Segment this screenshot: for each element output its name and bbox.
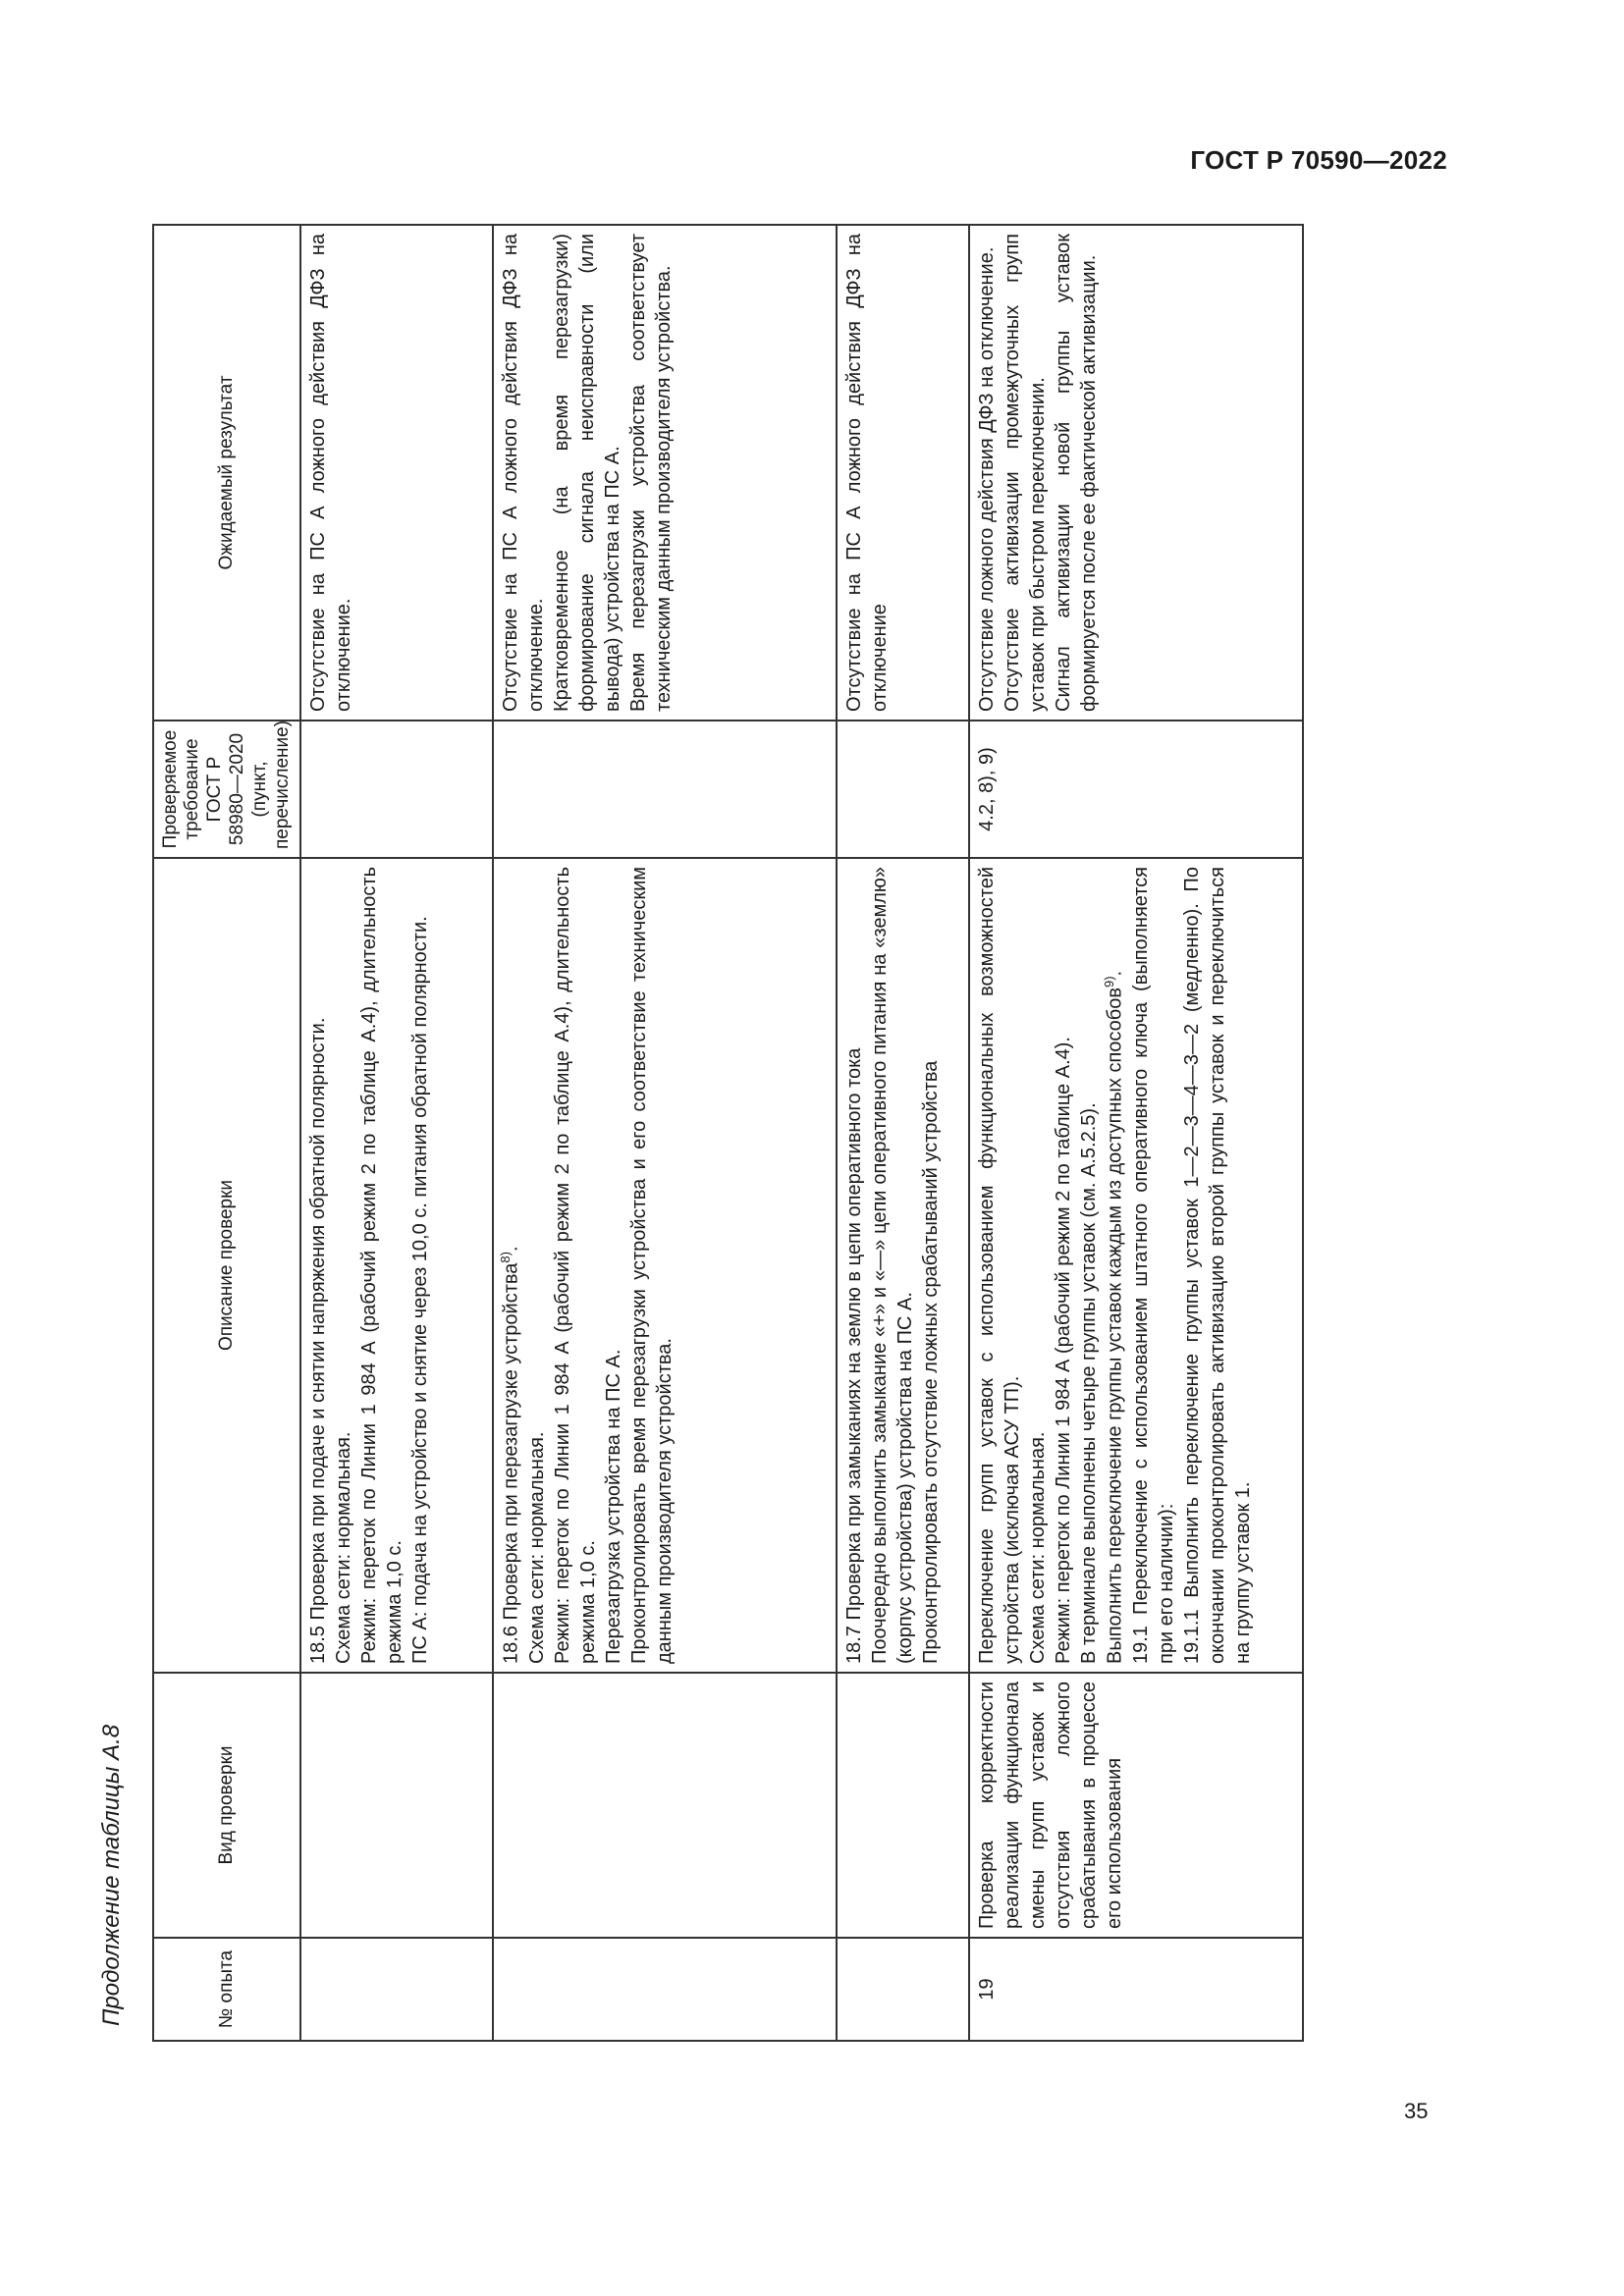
cell-result bbox=[300, 225, 493, 721]
description-line bbox=[1102, 867, 1128, 1664]
result-line: Время перезагрузки устройства соответствует техническим данным производителя устройства. bbox=[627, 234, 675, 712]
page-number: 35 bbox=[1404, 2099, 1429, 2123]
result-line: Отсутствие активизации промежуточных групп уставок при быстром переключении. bbox=[1001, 234, 1049, 712]
test-table bbox=[152, 224, 1304, 2042]
description-line: Схема сети: нормальная. bbox=[525, 1431, 548, 1664]
cell-requirement bbox=[493, 721, 837, 858]
description-line: Режим: переток по Линии 1 984 А (рабочий режим 2 по таблице А.4), длительность режима 1,0 с. bbox=[358, 867, 406, 1664]
result-line: Отсутствие ложного действия ДФЗ на отключение. bbox=[976, 246, 998, 712]
description-text: . bbox=[500, 1246, 522, 1253]
result-line: Отсутствие на ПС А ложного действия ДФЗ на отключение bbox=[843, 234, 891, 712]
description-line: 19.1.1 Выполнить переключение группы уставок 1—2—3—4—3—2 (медленно). По окончании проконтролировать активизацию второй группы уставок и переключиться на группу уставок 1. bbox=[1180, 867, 1254, 1664]
cell-description bbox=[969, 858, 1303, 1673]
description-line: Режим: переток по Линии 1 984 А (рабочий режим 2 по таблице А.4). bbox=[1053, 1037, 1074, 1664]
cell-result bbox=[837, 225, 969, 721]
footnote-ref: 9) bbox=[1102, 976, 1116, 988]
cell-num: 19 bbox=[969, 1938, 1303, 2041]
cell-description bbox=[300, 858, 493, 1673]
cell-num bbox=[493, 1938, 837, 2041]
document-standard-header: ГОСТ Р 70590—2022 bbox=[1190, 145, 1447, 175]
cell-kind: Проверка корректности реализации функционала смены групп уставок и отсутствия ложного срабатывания в процессе его использования bbox=[969, 1673, 1303, 1938]
cell-num bbox=[837, 1938, 969, 2041]
table-row bbox=[300, 225, 493, 2041]
result-line: Отсутствие на ПС А ложного действия ДФЗ на отключение. bbox=[307, 234, 354, 712]
cell-num bbox=[300, 1938, 493, 2041]
description-line: Поочередно выполнить замыкание «+» и «—» цепи оперативного питания на «землю» (корпус устройства) устройства на ПС А. bbox=[869, 867, 916, 1664]
cell-description bbox=[837, 858, 969, 1673]
description-text: Выполнить переключение группы уставок каждым из доступных способов bbox=[1104, 988, 1126, 1664]
table-row bbox=[493, 225, 837, 2041]
col-header-requirement: Проверяемое требование ГОСТ Р 58980—2020 (пункт, перечисление) bbox=[153, 721, 300, 858]
result-line: Отсутствие на ПС А ложного действия ДФЗ на отключение. bbox=[500, 234, 547, 712]
result-line: Кратковременное (на время перезагрузки) формирование сигнала неисправности (или вывода) устройства на ПС А. bbox=[551, 234, 623, 712]
table-row bbox=[837, 225, 969, 2041]
footnote-ref: 8) bbox=[498, 1252, 513, 1263]
description-line: ПС А: подача на устройство и снятие через 10,0 с. питания обратной полярности. bbox=[409, 916, 431, 1664]
description-line: Проконтролировать время перезагрузки устройства и его соответствие техническим данным производителя устройства. bbox=[627, 867, 676, 1664]
cell-result bbox=[493, 225, 837, 721]
description-text: . bbox=[1104, 970, 1126, 977]
cell-requirement: 4.2, 8), 9) bbox=[969, 721, 1303, 858]
col-header-num: № опыта bbox=[153, 1938, 300, 2041]
cell-requirement bbox=[837, 721, 969, 858]
result-line: Сигнал активизации новой группы уставок формируется после ее фактической активизации. bbox=[1053, 234, 1100, 712]
description-line: В терминале выполнены четыре группы уставок (см. А.5.2.5). bbox=[1078, 1102, 1100, 1664]
table-row bbox=[969, 225, 1303, 2041]
col-header-description: Описание проверки bbox=[153, 858, 300, 1673]
cell-kind bbox=[300, 1673, 493, 1938]
cell-kind bbox=[837, 1673, 969, 1938]
description-line bbox=[498, 867, 524, 1664]
cell-requirement bbox=[300, 721, 493, 858]
cell-result bbox=[969, 225, 1303, 721]
description-line: Переключение групп уставок с использованием функциональных возможностей устройства (исключая АСУ ТП). bbox=[976, 867, 1023, 1664]
description-line: Режим: переток по Линии 1 984 А (рабочий режим 2 по таблице А.4), длительность режима 1,0 с. bbox=[551, 867, 599, 1664]
description-line: Перезагрузка устройства на ПС А. bbox=[602, 1349, 624, 1664]
col-header-result: Ожидаемый результат bbox=[153, 225, 300, 721]
description-line: Проконтролировать отсутствие ложных срабатываний устройства bbox=[920, 1060, 942, 1664]
description-line: 19.1 Переключение с использованием штатного оперативного ключа (выполняется при его наличии): bbox=[1129, 867, 1177, 1664]
table-header-row bbox=[153, 225, 300, 2041]
description-line: Схема сети: нормальная. bbox=[1027, 1431, 1049, 1664]
description-line: 18.7 Проверка при замыканиях на землю в цепи оперативного тока bbox=[843, 1047, 865, 1664]
cell-kind bbox=[493, 1673, 837, 1938]
table-caption: Продолжение таблицы А.8 bbox=[98, 1724, 125, 2026]
description-line: 18.5 Проверка при подаче и снятии напряжения обратной полярности. bbox=[307, 1017, 329, 1664]
rotated-table-container bbox=[152, 226, 1424, 2042]
description-line: Схема сети: нормальная. bbox=[333, 1431, 354, 1664]
description-text: 18.6 Проверка при перезагрузке устройства bbox=[500, 1262, 522, 1664]
cell-description bbox=[493, 858, 837, 1673]
col-header-kind: Вид проверки bbox=[153, 1673, 300, 1938]
